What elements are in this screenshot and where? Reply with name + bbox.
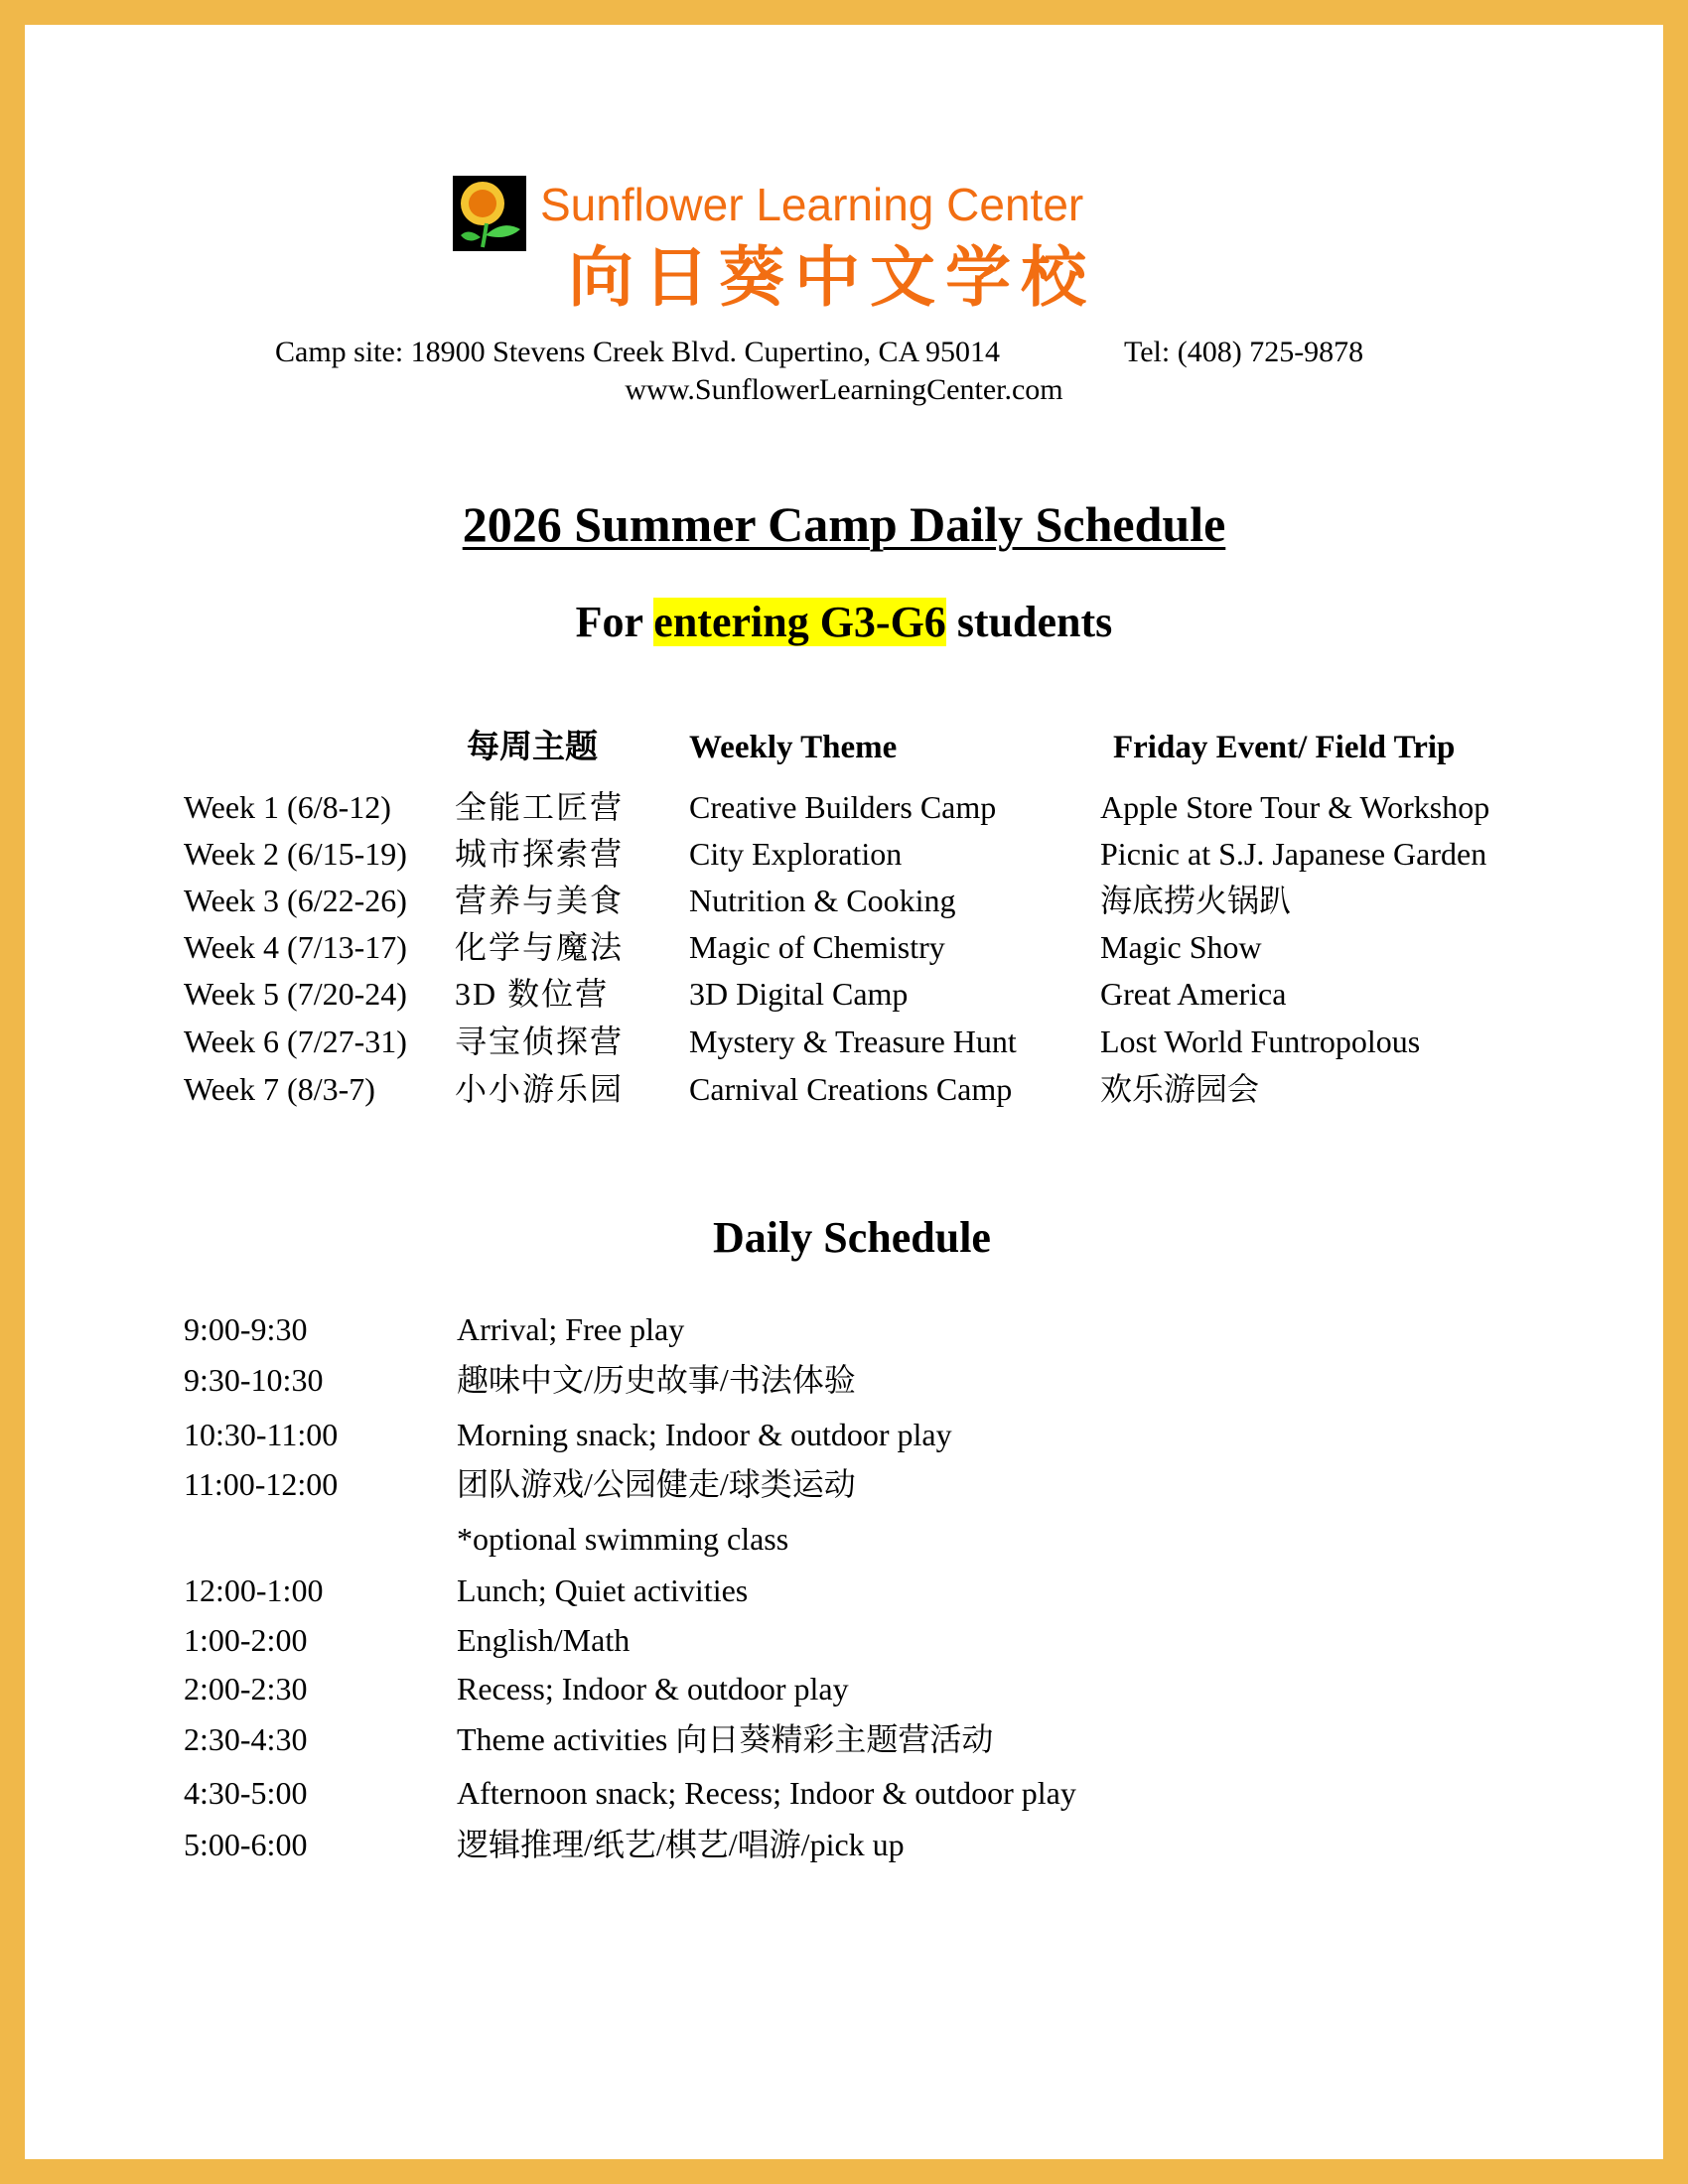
schedule-activity: 逻辑推理/纸艺/棋艺/唱游/pick up xyxy=(457,1827,905,1862)
subtitle: For entering G3-G6 students xyxy=(575,598,1113,646)
week-cn-theme: 营养与美食 xyxy=(455,883,625,918)
header-weekly-theme: Weekly Theme xyxy=(689,730,898,765)
week-friday-event: 欢乐游园会 xyxy=(1100,1071,1260,1107)
schedule-activity: Afternoon snack; Recess; Indoor & outdoor play xyxy=(457,1775,1076,1811)
week-cn-theme: 全能工匠营 xyxy=(455,789,625,825)
week-theme: City Exploration xyxy=(689,836,903,872)
week-label: Week 1 (6/8-12) xyxy=(184,789,391,825)
week-theme: Nutrition & Cooking xyxy=(689,883,956,918)
week-label: Week 2 (6/15-19) xyxy=(184,836,407,872)
week-label: Week 6 (7/27-31) xyxy=(184,1024,407,1059)
highlighted-grades: entering G3-G6 xyxy=(653,598,946,646)
schedule-activity: Arrival; Free play xyxy=(457,1311,685,1347)
schedule-time: 12:00-1:00 xyxy=(184,1572,324,1608)
schedule-activity: 趣味中文/历史故事/书法体验 xyxy=(457,1362,856,1398)
week-cn-theme: 3D 数位营 xyxy=(455,976,610,1012)
week-theme: 3D Digital Camp xyxy=(689,976,909,1012)
brand-name-cn: 向日葵中文学校 xyxy=(568,242,1096,315)
header-cn-theme: 每周主题 xyxy=(467,730,598,765)
week-label: Week 7 (8/3-7) xyxy=(184,1071,375,1107)
brand-name-en: Sunflower Learning Center xyxy=(540,179,1084,230)
schedule-activity: Theme activities 向日葵精彩主题营活动 xyxy=(457,1721,994,1757)
week-theme: Creative Builders Camp xyxy=(689,789,997,825)
schedule-time: 11:00-12:00 xyxy=(184,1466,339,1502)
schedule-time: 9:00-9:30 xyxy=(184,1311,308,1347)
website-link[interactable]: www.SunflowerLearningCenter.com xyxy=(625,373,1063,406)
week-theme: Carnival Creations Camp xyxy=(689,1071,1013,1107)
schedule-activity: Morning snack; Indoor & outdoor play xyxy=(457,1417,952,1452)
week-friday-event: Picnic at S.J. Japanese Garden xyxy=(1100,836,1487,872)
page-title: 2026 Summer Camp Daily Schedule xyxy=(462,496,1226,552)
schedule-time: 4:30-5:00 xyxy=(184,1775,308,1811)
sunflower-logo xyxy=(453,176,526,251)
week-friday-event: 海底捞火锅趴 xyxy=(1100,883,1292,918)
week-friday-event: Great America xyxy=(1100,976,1287,1012)
week-theme: Magic of Chemistry xyxy=(689,929,945,965)
week-friday-event: Apple Store Tour & Workshop xyxy=(1100,789,1490,825)
schedule-time: 2:30-4:30 xyxy=(184,1721,308,1757)
schedule-time: 1:00-2:00 xyxy=(184,1622,308,1658)
week-theme: Mystery & Treasure Hunt xyxy=(689,1024,1017,1059)
camp-address: Camp site: 18900 Stevens Creek Blvd. Cupertino, CA 95014 xyxy=(275,336,1000,368)
week-friday-event: Lost World Funtropolous xyxy=(1100,1024,1421,1059)
week-label: Week 4 (7/13-17) xyxy=(184,929,407,965)
week-label: Week 5 (7/20-24) xyxy=(184,976,407,1012)
schedule-activity: Recess; Indoor & outdoor play xyxy=(457,1671,849,1706)
schedule-time: 2:00-2:30 xyxy=(184,1671,308,1706)
schedule-time: 9:30-10:30 xyxy=(184,1362,324,1398)
week-label: Week 3 (6/22-26) xyxy=(184,883,407,918)
header-friday-event: Friday Event/ Field Trip xyxy=(1113,730,1456,765)
week-cn-theme: 城市探索营 xyxy=(455,836,625,872)
phone-number: Tel: (408) 725-9878 xyxy=(1124,336,1364,368)
schedule-time: 10:30-11:00 xyxy=(184,1417,339,1452)
schedule-time: 5:00-6:00 xyxy=(184,1827,308,1862)
week-friday-event: Magic Show xyxy=(1100,929,1262,965)
schedule-activity: Lunch; Quiet activities xyxy=(457,1572,749,1608)
week-cn-theme: 寻宝侦探营 xyxy=(455,1024,625,1059)
daily-schedule-title: Daily Schedule xyxy=(713,1213,991,1262)
schedule-activity: *optional swimming class xyxy=(457,1521,789,1557)
schedule-activity: 团队游戏/公园健走/球类运动 xyxy=(457,1466,856,1502)
week-cn-theme: 化学与魔法 xyxy=(455,929,625,965)
week-cn-theme: 小小游乐园 xyxy=(455,1071,625,1107)
schedule-activity: English/Math xyxy=(457,1622,631,1658)
